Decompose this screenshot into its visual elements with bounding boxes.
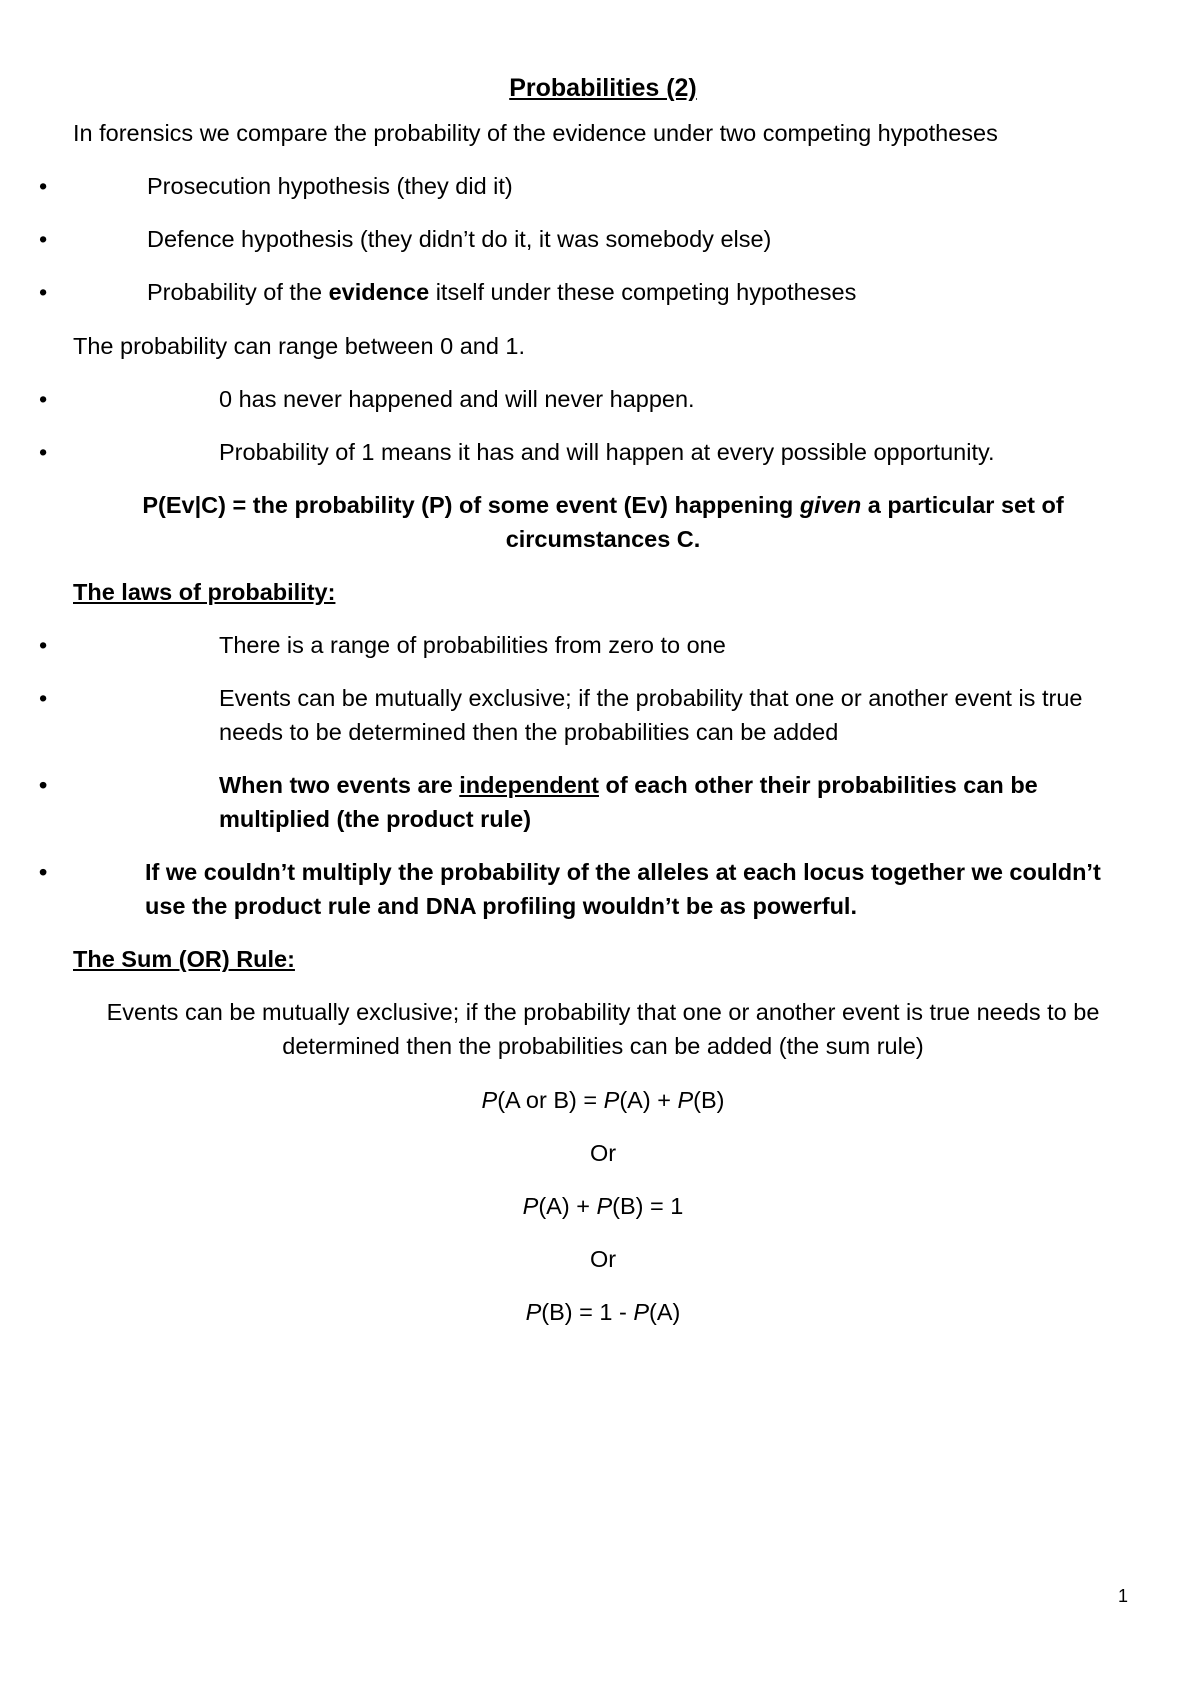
- sum-rule-paragraph: Events can be mutually exclusive; if the probability that one or another event is true needs to be determined then the probabilities can be added (the sum rule): [106, 999, 1100, 1060]
- document-page: [73, 70, 1133, 1348]
- list-item-dna-profiling: • If we couldn’t multiply the probability of the alleles at each locus together we couldn’t use the product rule and DNA profiling wouldn’t be as powerful.: [73, 855, 1133, 923]
- hypotheses-list: [73, 169, 1133, 309]
- or-separator-2: Or: [589, 1245, 617, 1272]
- list-item-defence: • Defence hypothesis (they didn’t do it, it was somebody else): [73, 222, 1133, 256]
- list-item-exclusive: • Events can be mutually exclusive; if the probability that one or another event is true needs to be determined then the probabilities can be added: [73, 681, 1133, 749]
- formula-or: P(A or B) = P(A) + P(B): [481, 1086, 725, 1113]
- evidence-bold-word: evidence: [328, 279, 430, 306]
- formula-sum-one: P(A) + P(B) = 1: [522, 1192, 684, 1219]
- definition-pre: P(Ev|C) = the probability (P) of some event (Ev) happening: [142, 491, 800, 518]
- list-item-independent: [73, 768, 1133, 836]
- definition-given: given: [799, 491, 862, 518]
- laws-heading: The laws of probability:: [73, 578, 336, 605]
- formula-complement: P(B) = 1 - P(A): [525, 1298, 681, 1325]
- or-separator-1: Or: [589, 1139, 617, 1166]
- page-title: Probabilities (2): [509, 74, 697, 102]
- sum-rule-heading: The Sum (OR) Rule:: [73, 946, 295, 973]
- page-number: 1: [1118, 1586, 1129, 1606]
- definition-paragraph: [73, 488, 1133, 556]
- independent-word: independent: [459, 772, 599, 799]
- intro-paragraph: In forensics we compare the probability of the evidence under two competing hypotheses: [73, 120, 998, 147]
- list-item-evidence: [73, 275, 1133, 309]
- independent-post: of each other their probabilities can be multiplied (the product rule): [219, 772, 1038, 833]
- independent-pre: When two events are: [219, 772, 460, 799]
- laws-list: [73, 628, 1133, 923]
- list-item-range: • There is a range of probabilities from zero to one: [73, 628, 1133, 662]
- list-item-zero: • 0 has never happened and will never happen.: [73, 382, 1133, 416]
- list-item-prosecution: • Prosecution hypothesis (they did it): [73, 169, 1133, 203]
- list-item-one: • Probability of 1 means it has and will happen at every possible opportunity.: [73, 435, 1133, 469]
- evidence-text-pre: Probability of the: [147, 279, 329, 306]
- range-list: [73, 382, 1133, 469]
- evidence-text-post: itself under these competing hypotheses: [429, 279, 857, 306]
- range-paragraph: The probability can range between 0 and 1.: [73, 332, 526, 359]
- definition-post: a particular set of circumstances C.: [505, 491, 1064, 552]
